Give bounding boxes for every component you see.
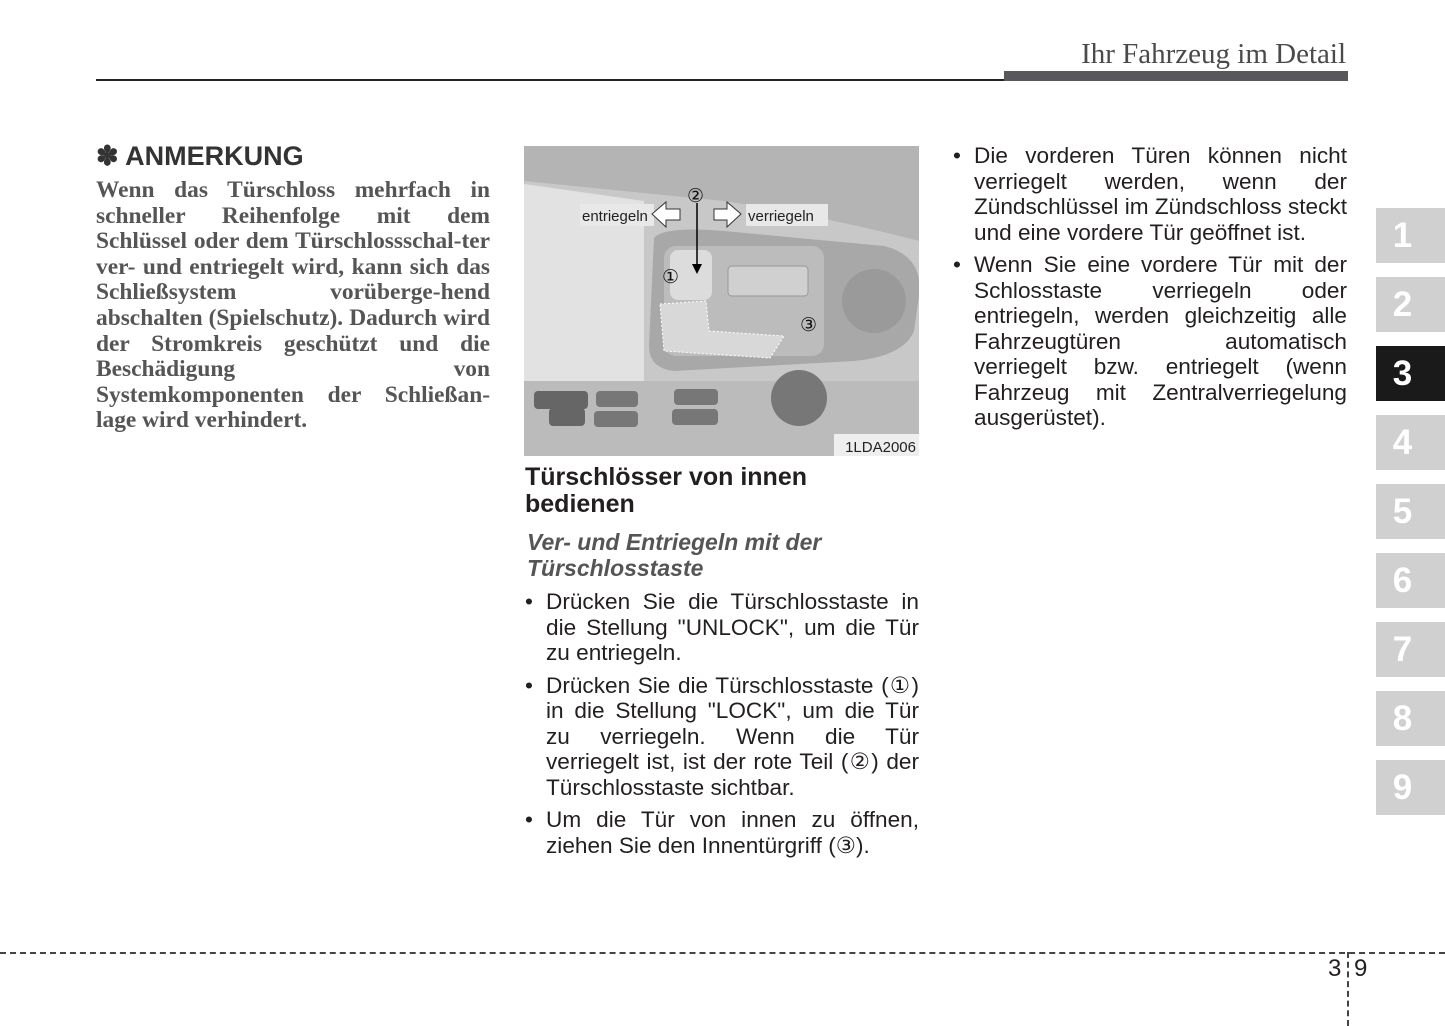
list-item: • Drücken Sie die Türschlosstaste in die Stellung "UNLOCK", um die Tür zu entriegeln. bbox=[525, 589, 919, 666]
chapter-number: 3 bbox=[1328, 955, 1342, 982]
marker-2: ② bbox=[687, 185, 705, 207]
chapter-tab-7[interactable]: 7 bbox=[1376, 622, 1445, 677]
page-number: 9 bbox=[1354, 955, 1368, 982]
list-item: • Drücken Sie die Türschlosstaste (①) in die Stellung "LOCK", um die Tür zu verriegeln. Wenn die Tür verriegelt ist, ist der rote Teil (②) der Türschlosstaste sichtbar. bbox=[525, 673, 919, 801]
door-panel-illustration bbox=[524, 146, 919, 456]
header-rule bbox=[96, 79, 1006, 81]
chapter-tab-6[interactable]: 6 bbox=[1376, 553, 1445, 608]
label-unlock: entriegeln bbox=[582, 208, 648, 225]
right-column-list bbox=[953, 143, 1347, 438]
figure-code: 1LDA2006 bbox=[845, 439, 916, 456]
footer-divider bbox=[1347, 952, 1349, 1026]
chapter-tab-2[interactable]: 2 bbox=[1376, 277, 1445, 332]
chapter-tab-4[interactable]: 4 bbox=[1376, 415, 1445, 470]
chapter-tab-9[interactable]: 9 bbox=[1376, 760, 1445, 815]
list-item: • Die vorderen Türen können nicht verriegelt werden, wenn der Zündschlüssel im Zündschloss steckt und eine vordere Tür geöffnet ist. bbox=[953, 143, 1347, 245]
list-item: • Wenn Sie eine vordere Tür mit der Schlosstaste verriegeln oder entriegeln, werden gleichzeitig alle Fahrzeugtüren automatisch verriegelt bzw. entriegelt (wenn Fahrzeug mit Zentralverriegelung ausgerüstet). bbox=[953, 252, 1347, 431]
running-header: Ihr Fahrzeug im Detail bbox=[1081, 38, 1346, 70]
chapter-tab-8[interactable]: 8 bbox=[1376, 691, 1445, 746]
instruction-list bbox=[525, 589, 919, 865]
asterisk-icon: ✽ bbox=[96, 141, 119, 171]
chapter-tab-3[interactable]: 3 bbox=[1376, 346, 1445, 401]
marker-3: ③ bbox=[800, 314, 818, 336]
list-item: • Um die Tür von innen zu öffnen, ziehen Sie den Innentürgriff (③). bbox=[525, 807, 919, 858]
section-subheading: Ver- und Entriegeln mit der Türschlosstaste bbox=[527, 529, 822, 581]
chapter-tab-1[interactable]: 1 bbox=[1376, 208, 1445, 263]
label-lock: verriegeln bbox=[748, 208, 814, 225]
note-body: Wenn das Türschloss mehrfach in schneller Reihenfolge mit dem Schlüssel oder dem Türschlossschal-ter ver- und entriegelt wird, kann sich das Schließsystem vorüberge-hend abschalten (Spielschutz). Dadurch wird der Stromkreis geschützt und die Beschädigung von Systemkomponenten der Schließan-lage wird verhindert. bbox=[96, 177, 490, 434]
header-bar bbox=[1004, 71, 1348, 81]
section-heading: Türschlösser von innen bedienen bbox=[525, 463, 808, 518]
marker-1: ① bbox=[662, 266, 680, 288]
footer-rule bbox=[0, 952, 1445, 954]
note-title: ✽ ANMERKUNG bbox=[96, 141, 304, 171]
chapter-tab-5[interactable]: 5 bbox=[1376, 484, 1445, 539]
